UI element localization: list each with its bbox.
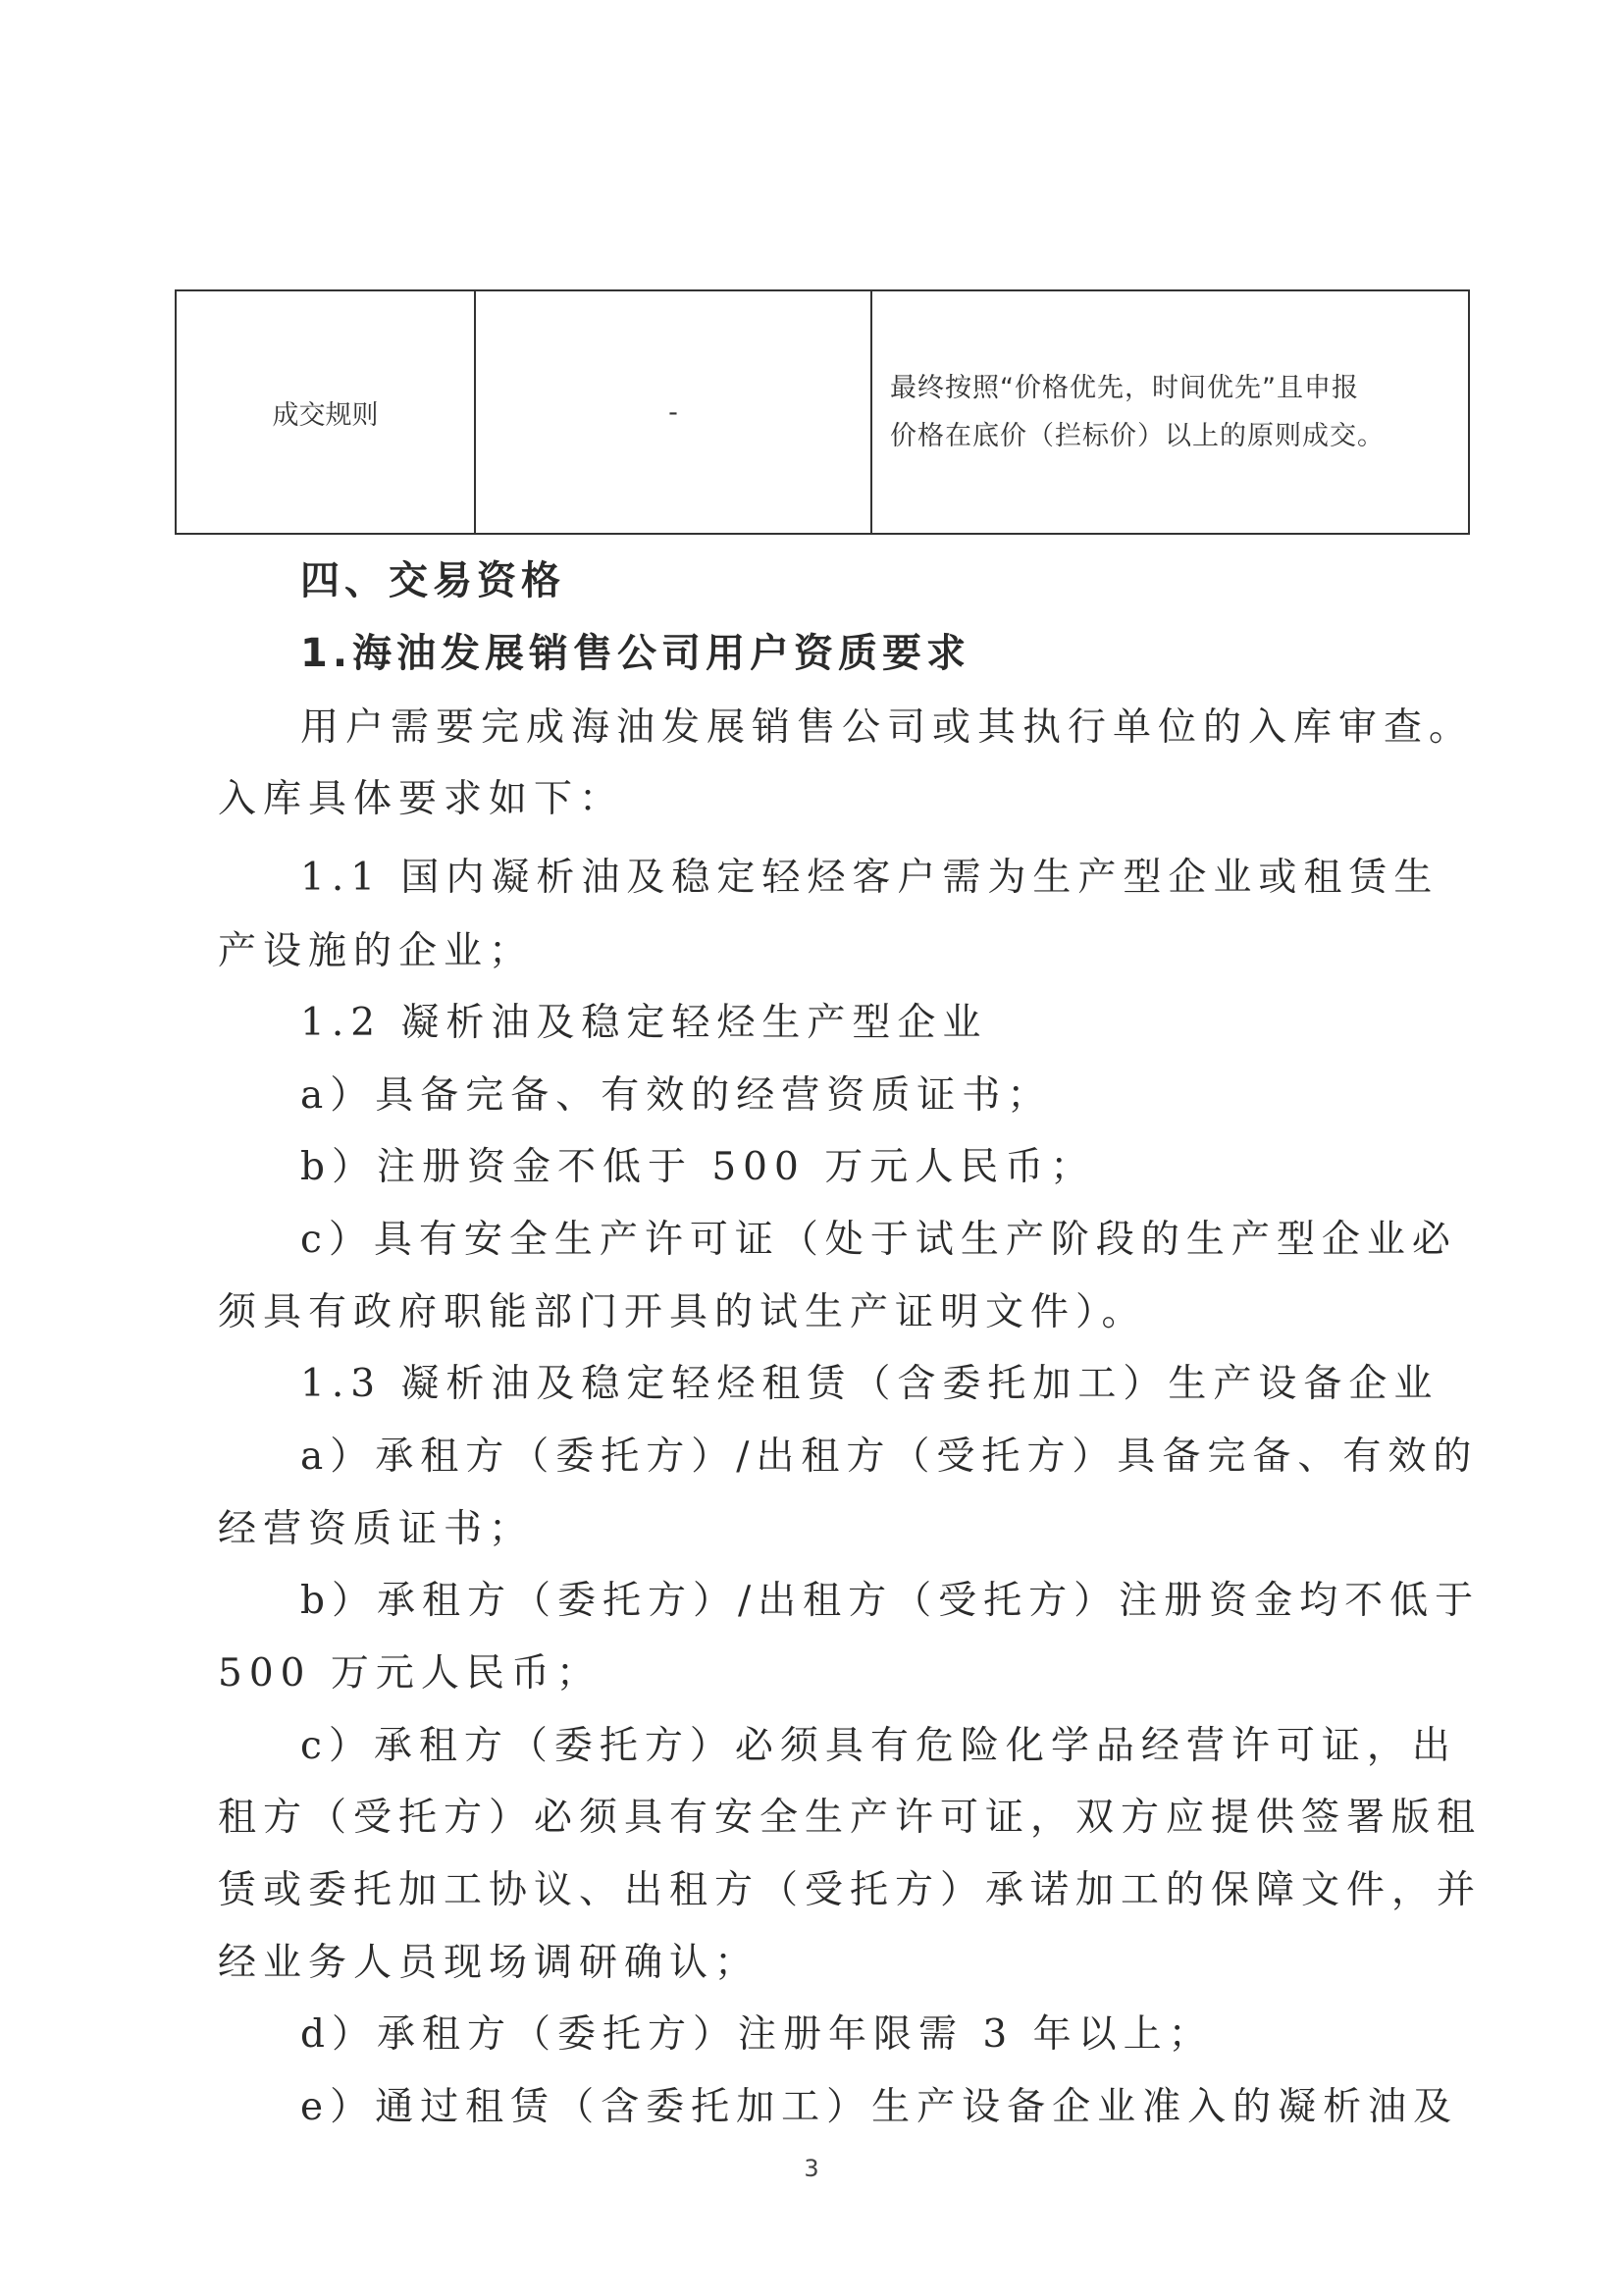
body-line-3: 1.1 国内凝析油及稳定轻烃客户需为生产型企业或租赁生 — [300, 856, 1440, 900]
body-line-19: d）承租方（委托方）注册年限需 3 年以上； — [300, 2012, 1214, 2057]
section-subheading: 1.海油发展销售公司用户资质要求 — [300, 631, 971, 676]
rule-line-2: 价格在底价（拦标价）以上的原则成交。 — [890, 421, 1385, 451]
body-line-12: 经营资质证书； — [218, 1507, 535, 1551]
body-line-7: b）注册资金不低于 500 万元人民币； — [300, 1145, 1096, 1189]
rule-line-1: 最终按照“价格优先，时间优先”且申报 — [890, 373, 1359, 403]
table-cell-rule — [871, 290, 1469, 534]
body-line-9: 须具有政府职能部门开具的试生产证明文件）。 — [218, 1290, 1147, 1334]
body-line-10: 1.3 凝析油及稳定轻烃租赁（含委托加工）生产设备企业 — [300, 1362, 1440, 1406]
body-line-1: 用户需要完成海油发展销售公司或其执行单位的入库审查。 — [300, 705, 1475, 750]
body-line-6: a）具备完备、有效的经营资质证书； — [300, 1073, 1053, 1118]
section-heading: 四、交易资格 — [300, 558, 565, 603]
table-cell-label: 成交规则 — [176, 290, 475, 534]
table-row — [176, 290, 1469, 534]
table-cell-middle: - — [475, 290, 871, 534]
body-line-14: 500 万元人民币； — [218, 1651, 602, 1696]
body-line-13: b）承租方（委托方）/出租方（受托方）注册资金均不低于 — [300, 1579, 1481, 1623]
body-line-16: 租方（受托方）必须具有安全生产许可证，双方应提供签署版租 — [218, 1796, 1483, 1840]
body-line-8: c）具有安全生产许可证（处于试生产阶段的生产型企业必 — [300, 1218, 1457, 1262]
body-line-11: a）承租方（委托方）/出租方（受托方）具备完备、有效的 — [300, 1435, 1479, 1479]
body-line-17: 赁或委托加工协议、出租方（受托方）承诺加工的保障文件，并 — [218, 1868, 1483, 1912]
body-line-15: c）承租方（委托方）必须具有危险化学品经营许可证，出 — [300, 1724, 1457, 1768]
page-number: 3 — [804, 2155, 819, 2182]
body-line-4: 产设施的企业； — [218, 929, 535, 973]
body-line-5: 1.2 凝析油及稳定轻烃生产型企业 — [300, 1001, 988, 1045]
body-line-20: e）通过租赁（含委托加工）生产设备企业准入的凝析油及 — [300, 2085, 1459, 2129]
body-line-2: 入库具体要求如下： — [218, 777, 625, 821]
rule-table — [175, 289, 1470, 535]
body-line-18: 经业务人员现场调研确认； — [218, 1941, 760, 1985]
